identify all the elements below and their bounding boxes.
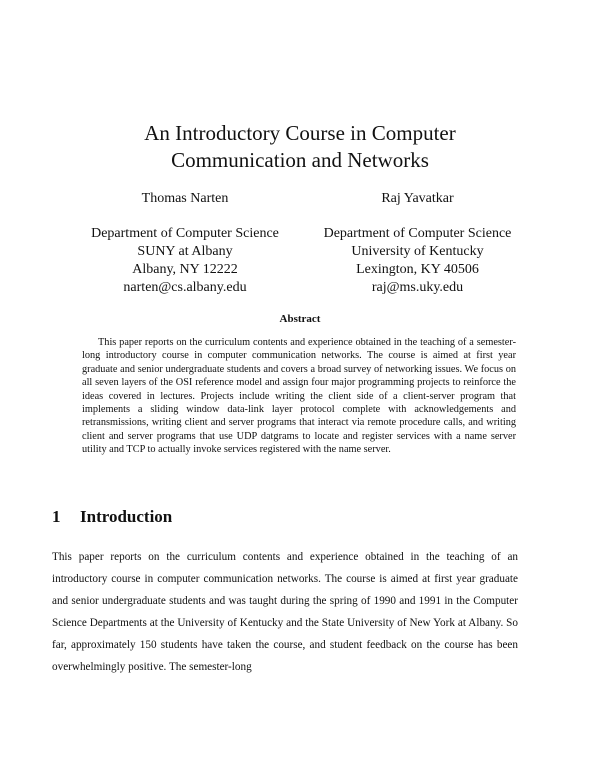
author-block-narten bbox=[70, 190, 300, 297]
author-block-yavatkar bbox=[305, 190, 530, 297]
author-name: Thomas Narten bbox=[141, 191, 229, 206]
author-department: Department of Computer Science bbox=[323, 226, 512, 241]
abstract-text: This paper reports on the curriculum contents and experience obtained in the teaching of a semester-long introductory course in computer communication networks. The course is aimed at first year graduate and senior undergraduate students and covers a broad survey of networking issues. We focus on all seven layers of the OSI reference model and assign four major programming projects to reinforce the ideas covered in lectures. Projects include writing the client side of a client-server program that implements a sliding window data-link layer protocol complete with acknowledgements and retransmissions, writing client and server programs that interact via remote procedure calls, and writing client and server programs that use UDP datgrams to locate and register services with a name server utility and TCP to actually invoke services registered with the name server. bbox=[82, 337, 516, 456]
author-institution: University of Kentucky bbox=[351, 244, 484, 259]
section-number: 1 bbox=[52, 507, 61, 526]
author-name: Raj Yavatkar bbox=[381, 191, 454, 206]
title-line-2: Communication and Networks bbox=[171, 148, 429, 172]
introduction-paragraph: This paper reports on the curriculum contents and experience obtained in the teaching of an introductory course in computer communication networks. The course is aimed at first year graduate and senior undergraduate students and was taught during the spring of 1990 and 1991 in the Computer Science Departments at the University of Kentucky and the State University of New York at Albany. So far, approximately 150 students have taken the course, and student feedback on the course has been overwhelmingly positive. The semester-long bbox=[52, 551, 518, 673]
section-title: Introduction bbox=[80, 507, 173, 526]
author-address: Lexington, KY 40506 bbox=[356, 262, 479, 277]
title-line-1: An Introductory Course in Computer bbox=[144, 121, 456, 145]
author-email: narten@cs.albany.edu bbox=[123, 280, 247, 295]
paper-title bbox=[0, 120, 600, 174]
author-institution: SUNY at Albany bbox=[137, 244, 233, 259]
author-email: raj@ms.uky.edu bbox=[371, 280, 464, 295]
abstract-heading: Abstract bbox=[279, 313, 321, 325]
section-heading-introduction bbox=[52, 507, 172, 527]
author-department: Department of Computer Science bbox=[91, 226, 279, 241]
author-address: Albany, NY 12222 bbox=[132, 262, 238, 277]
